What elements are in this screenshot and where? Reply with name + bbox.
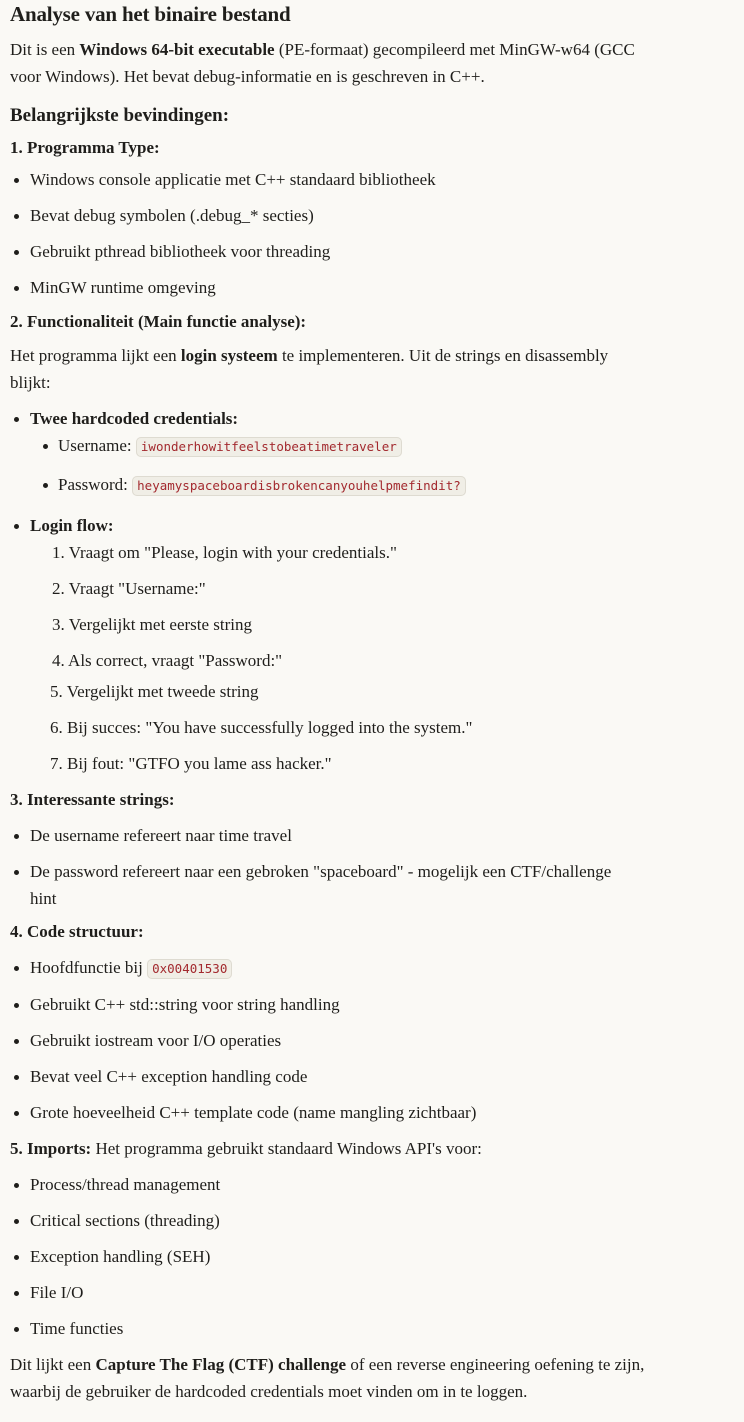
login-step: 3. Vergelijkt met eerste string	[52, 615, 253, 634]
login-step: 1. Vraagt om "Please, login with your credentials."	[52, 543, 397, 562]
section-3-heading: 3. Interessante strings:	[10, 790, 175, 809]
section-2-heading: 2. Functionaliteit (Main functie analyse):	[10, 312, 307, 331]
section-4-heading: 4. Code structuur:	[10, 922, 144, 941]
main-address-code: 0x00401530	[147, 959, 232, 979]
findings-heading: Belangrijkste bevindingen:	[10, 105, 230, 126]
list-item: MinGW runtime omgeving	[10, 274, 734, 301]
section-2-list	[10, 405, 734, 777]
list-item	[10, 858, 734, 912]
list-item: Windows console applicatie met C++ standaard bibliotheek	[10, 166, 734, 193]
section-5-heading	[10, 1135, 734, 1162]
username-item	[10, 432, 734, 460]
list-item: Bevat veel C++ exception handling code	[10, 1063, 734, 1090]
section-4-list	[10, 954, 734, 1126]
credentials-item	[10, 405, 734, 499]
conclusion-text-rest: of een reverse engineering oefening te zijn,	[346, 1355, 645, 1374]
login-step: 5. Vergelijkt met tweede string	[50, 682, 259, 701]
section-5-heading-bold: 5. Imports:	[10, 1139, 92, 1158]
main-function-label: Hoofdfunctie bij	[30, 958, 148, 977]
password-code: heyamyspaceboardisbrokencanyouhelpmefindit?	[132, 476, 466, 496]
list-item: Gebruikt pthread bibliotheek voor threading	[10, 238, 734, 265]
main-function-item	[10, 954, 734, 982]
conclusion-bold: Capture The Flag (CTF) challenge	[95, 1355, 347, 1374]
username-code: iwonderhowitfeelstobeatimetraveler	[136, 437, 402, 457]
section-2-intro-rest: te implementeren. Uit de strings en disassembly	[277, 346, 609, 365]
list-item: Critical sections (threading)	[10, 1207, 734, 1234]
list-item: Exception handling (SEH)	[10, 1243, 734, 1270]
intro-text-rest: (PE-formaat) gecompileerd met MinGW-w64 (GCC	[274, 40, 635, 59]
intro-bold: Windows 64-bit executable	[79, 40, 275, 59]
credentials-list	[30, 432, 734, 499]
section-1-heading: 1. Programma Type:	[10, 138, 160, 157]
section-2-intro	[10, 342, 734, 396]
intro-text: Dit is een	[10, 40, 80, 59]
page-title: Analyse van het binaire bestand	[10, 2, 291, 26]
intro-line-2: voor Windows). Het bevat debug-informatie en is geschreven in C++.	[10, 67, 485, 86]
login-step: 6. Bij succes: "You have successfully logged into the system."	[50, 718, 473, 737]
section-3-list	[10, 822, 734, 912]
conclusion-text: Dit lijkt een	[10, 1355, 96, 1374]
list-item: Process/thread management	[10, 1171, 734, 1198]
list-item: Bevat debug symbolen (.debug_* secties)	[10, 202, 734, 229]
list-item: Time functies	[10, 1315, 734, 1342]
login-step: 4. Als correct, vraagt "Password:"	[52, 651, 283, 670]
list-item: Gebruikt C++ std::string voor string handling	[10, 991, 734, 1018]
login-step: 7. Bij fout: "GTFO you lame ass hacker."	[50, 754, 332, 773]
list-item: De username refereert naar time travel	[10, 822, 734, 849]
list-item-text: De password refereert naar een gebroken "spaceboard" - mogelijk een CTF/challenge	[30, 862, 612, 881]
section-5-list	[10, 1171, 734, 1342]
section-1-list	[10, 166, 734, 301]
password-item	[10, 471, 734, 499]
section-2-intro-line-2: blijkt:	[10, 373, 51, 392]
section-5-heading-rest: Het programma gebruikt standaard Windows API's voor:	[91, 1139, 482, 1158]
conclusion-paragraph	[10, 1351, 734, 1405]
list-item: Gebruikt iostream voor I/O operaties	[10, 1027, 734, 1054]
list-item: Grote hoeveelheid C++ template code (name mangling zichtbaar)	[10, 1099, 734, 1126]
login-flow-item	[10, 512, 734, 777]
list-item: File I/O	[10, 1279, 734, 1306]
list-item-text-cont: hint	[30, 889, 57, 908]
conclusion-line-2: waarbij de gebruiker de hardcoded credentials moet vinden om in te loggen.	[10, 1382, 528, 1401]
login-flow-label: Login flow:	[30, 516, 114, 535]
section-2-intro-bold: login systeem	[180, 346, 278, 365]
intro-paragraph	[10, 36, 734, 90]
username-label: Username:	[58, 436, 136, 455]
credentials-label: Twee hardcoded credentials:	[30, 409, 239, 428]
login-flow-steps	[10, 539, 734, 777]
password-label: Password:	[58, 475, 133, 494]
login-step: 2. Vraagt "Username:"	[52, 579, 206, 598]
section-2-intro-text: Het programma lijkt een	[10, 346, 181, 365]
